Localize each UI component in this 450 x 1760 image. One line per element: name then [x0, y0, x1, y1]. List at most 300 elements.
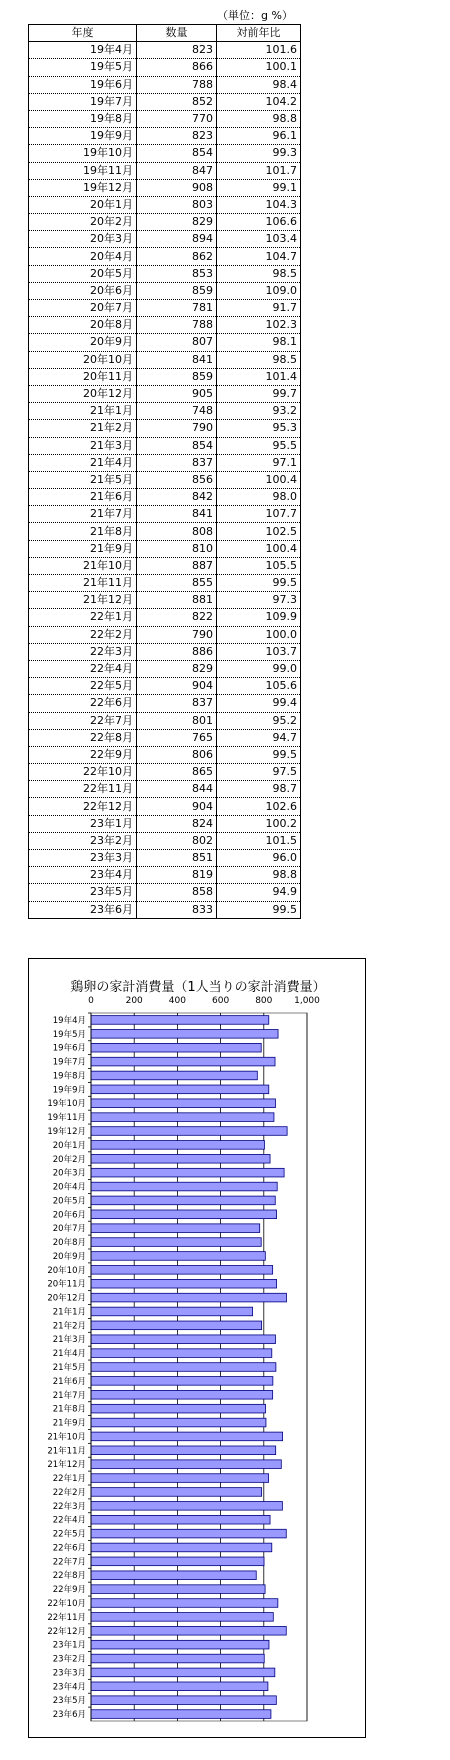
cell-quantity: 844: [137, 781, 217, 798]
cell-quantity: 855: [137, 575, 217, 592]
cell-quantity: 806: [137, 746, 217, 763]
consumption-table: [28, 24, 301, 919]
bar: [91, 1279, 277, 1288]
table-row: [29, 76, 301, 93]
cell-yoy-ratio: 91.7: [217, 300, 301, 317]
category-label: 19年8月: [52, 1071, 86, 1082]
bar: [91, 1349, 272, 1358]
cell-yoy-ratio: 101.5: [217, 832, 301, 849]
category-label: 23年3月: [52, 1668, 86, 1679]
category-label: 22年7月: [52, 1557, 86, 1568]
table-row: [29, 660, 301, 677]
cell-period: 22年1月: [29, 609, 137, 626]
bar: [91, 1488, 262, 1497]
cell-yoy-ratio: 95.2: [217, 712, 301, 729]
table-row: [29, 471, 301, 488]
cell-quantity: 904: [137, 798, 217, 815]
cell-quantity: 765: [137, 729, 217, 746]
bar: [91, 1099, 275, 1108]
category-label: 21年11月: [47, 1446, 86, 1457]
table-row: [29, 437, 301, 454]
category-label: 22年2月: [52, 1487, 86, 1498]
category-label: 20年6月: [52, 1210, 86, 1221]
cell-yoy-ratio: 98.5: [217, 351, 301, 368]
table-row: [29, 403, 301, 420]
data-table-container: [28, 24, 300, 919]
cell-period: 21年5月: [29, 471, 137, 488]
bar: [91, 1404, 266, 1413]
cell-quantity: 894: [137, 231, 217, 248]
bar: [91, 1141, 264, 1150]
cell-yoy-ratio: 102.3: [217, 317, 301, 334]
bar: [91, 1515, 270, 1524]
cell-yoy-ratio: 104.3: [217, 196, 301, 213]
cell-quantity: 748: [137, 403, 217, 420]
cell-period: 19年10月: [29, 145, 137, 162]
category-label: 20年12月: [47, 1293, 86, 1304]
cell-period: 19年4月: [29, 42, 137, 59]
table-row: [29, 764, 301, 781]
category-label: 19年5月: [52, 1029, 86, 1040]
cell-yoy-ratio: 99.1: [217, 179, 301, 196]
bar: [91, 1016, 269, 1025]
cell-quantity: 790: [137, 626, 217, 643]
cell-quantity: 833: [137, 901, 217, 918]
cell-period: 22年8月: [29, 729, 137, 746]
table-row: [29, 557, 301, 574]
category-label: 19年9月: [52, 1085, 86, 1096]
cell-yoy-ratio: 101.4: [217, 368, 301, 385]
cell-period: 20年8月: [29, 317, 137, 334]
cell-yoy-ratio: 98.7: [217, 781, 301, 798]
category-label: 22年12月: [47, 1626, 86, 1637]
table-row: [29, 300, 301, 317]
category-label: 20年10月: [47, 1265, 86, 1276]
cell-quantity: 859: [137, 282, 217, 299]
table-row: [29, 575, 301, 592]
cell-period: 23年6月: [29, 901, 137, 918]
cell-period: 19年8月: [29, 110, 137, 127]
cell-yoy-ratio: 97.5: [217, 764, 301, 781]
cell-quantity: 810: [137, 540, 217, 557]
category-label: 22年5月: [52, 1529, 86, 1540]
cell-period: 21年7月: [29, 506, 137, 523]
table-row: [29, 334, 301, 351]
cell-period: 23年2月: [29, 832, 137, 849]
cell-yoy-ratio: 109.9: [217, 609, 301, 626]
cell-period: 21年8月: [29, 523, 137, 540]
x-tick-label: 1,000: [294, 996, 320, 1006]
cell-quantity: 807: [137, 334, 217, 351]
cell-period: 21年12月: [29, 592, 137, 609]
cell-yoy-ratio: 98.0: [217, 489, 301, 506]
cell-quantity: 854: [137, 145, 217, 162]
cell-yoy-ratio: 97.3: [217, 592, 301, 609]
cell-yoy-ratio: 100.2: [217, 815, 301, 832]
category-label: 21年8月: [52, 1404, 86, 1415]
bar: [91, 1599, 278, 1608]
cell-period: 22年5月: [29, 678, 137, 695]
table-row: [29, 523, 301, 540]
cell-period: 19年9月: [29, 128, 137, 145]
table-row: [29, 248, 301, 265]
category-label: 20年11月: [47, 1279, 86, 1290]
cell-yoy-ratio: 101.7: [217, 162, 301, 179]
table-row: [29, 729, 301, 746]
cell-quantity: 858: [137, 884, 217, 901]
table-row: [29, 385, 301, 402]
cell-yoy-ratio: 98.8: [217, 110, 301, 127]
bar: [91, 1335, 275, 1344]
x-tick-label: 600: [212, 996, 230, 1006]
category-label: 21年5月: [52, 1363, 86, 1373]
cell-period: 19年12月: [29, 179, 137, 196]
cell-yoy-ratio: 101.6: [217, 42, 301, 59]
table-row: [29, 317, 301, 334]
category-label: 21年6月: [52, 1376, 86, 1387]
cell-yoy-ratio: 100.1: [217, 59, 301, 76]
bar: [91, 1196, 275, 1205]
category-label: 23年5月: [52, 1696, 86, 1707]
cell-period: 20年9月: [29, 334, 137, 351]
bar: [91, 1543, 272, 1552]
bar: [91, 1321, 262, 1330]
cell-yoy-ratio: 103.4: [217, 231, 301, 248]
bar: [91, 1238, 261, 1247]
category-label: 23年1月: [52, 1640, 86, 1651]
x-tick-label: 0: [88, 996, 94, 1006]
cell-period: 19年11月: [29, 162, 137, 179]
table-row: [29, 128, 301, 145]
header-quantity: 数量: [137, 25, 217, 42]
table-row: [29, 901, 301, 918]
category-label: 21年4月: [52, 1349, 86, 1360]
cell-quantity: 822: [137, 609, 217, 626]
cell-yoy-ratio: 98.4: [217, 76, 301, 93]
bar: [91, 1710, 271, 1719]
table-row: [29, 179, 301, 196]
category-label: 22年10月: [47, 1599, 86, 1609]
table-row: [29, 506, 301, 523]
table-row: [29, 351, 301, 368]
table-row: [29, 832, 301, 849]
category-label: 19年10月: [47, 1099, 86, 1110]
cell-yoy-ratio: 99.7: [217, 385, 301, 402]
table-row: [29, 489, 301, 506]
table-row: [29, 420, 301, 437]
bar: [91, 1529, 286, 1538]
category-label: 20年8月: [52, 1238, 86, 1249]
bar: [91, 1585, 265, 1594]
table-row: [29, 540, 301, 557]
cell-quantity: 905: [137, 385, 217, 402]
cell-yoy-ratio: 104.7: [217, 248, 301, 265]
cell-quantity: 788: [137, 317, 217, 334]
category-label: 21年7月: [52, 1390, 86, 1401]
bar: [91, 1474, 269, 1483]
chart-panel: [28, 958, 366, 1738]
cell-period: 20年4月: [29, 248, 137, 265]
category-label: 21年1月: [52, 1307, 86, 1318]
cell-yoy-ratio: 98.1: [217, 334, 301, 351]
cell-yoy-ratio: 94.7: [217, 729, 301, 746]
cell-period: 21年1月: [29, 403, 137, 420]
table-row: [29, 592, 301, 609]
category-label: 20年4月: [52, 1182, 86, 1193]
cell-period: 22年12月: [29, 798, 137, 815]
cell-period: 20年10月: [29, 351, 137, 368]
table-row: [29, 643, 301, 660]
cell-yoy-ratio: 95.5: [217, 437, 301, 454]
bar: [91, 1390, 273, 1399]
x-tick-label: 800: [255, 996, 273, 1006]
cell-quantity: 887: [137, 557, 217, 574]
cell-quantity: 801: [137, 712, 217, 729]
bar: [91, 1085, 269, 1094]
bar: [91, 1377, 273, 1386]
unit-label: （単位：g %）: [217, 9, 293, 22]
cell-yoy-ratio: 105.5: [217, 557, 301, 574]
bar: [91, 1127, 287, 1136]
cell-quantity: 803: [137, 196, 217, 213]
cell-quantity: 829: [137, 660, 217, 677]
cell-period: 23年1月: [29, 815, 137, 832]
table-row: [29, 609, 301, 626]
category-label: 23年2月: [52, 1654, 86, 1665]
cell-period: 22年3月: [29, 643, 137, 660]
category-label: 22年1月: [52, 1474, 86, 1485]
category-label: 21年12月: [47, 1460, 86, 1471]
cell-quantity: 859: [137, 368, 217, 385]
table-row: [29, 110, 301, 127]
category-label: 21年9月: [52, 1418, 86, 1429]
bar: [91, 1571, 256, 1580]
table-row: [29, 42, 301, 59]
cell-yoy-ratio: 106.6: [217, 214, 301, 231]
table-row: [29, 746, 301, 763]
table-row: [29, 214, 301, 231]
header-period: 年度: [29, 25, 137, 42]
cell-yoy-ratio: 102.5: [217, 523, 301, 540]
bar: [91, 1654, 264, 1663]
category-label: 22年9月: [52, 1585, 86, 1596]
cell-quantity: 790: [137, 420, 217, 437]
table-row: [29, 162, 301, 179]
table-body: [29, 42, 301, 919]
bar: [91, 1293, 286, 1302]
cell-quantity: 862: [137, 248, 217, 265]
bar: [91, 1030, 278, 1039]
cell-quantity: 842: [137, 489, 217, 506]
x-tick-label: 200: [125, 996, 143, 1006]
cell-yoy-ratio: 100.4: [217, 471, 301, 488]
cell-period: 23年4月: [29, 867, 137, 884]
bar: [91, 1502, 282, 1511]
cell-yoy-ratio: 96.0: [217, 850, 301, 867]
category-label: 20年9月: [52, 1251, 86, 1262]
cell-period: 20年7月: [29, 300, 137, 317]
bar: [91, 1168, 284, 1177]
table-row: [29, 867, 301, 884]
table-row: [29, 798, 301, 815]
cell-period: 23年3月: [29, 850, 137, 867]
bar: [91, 1626, 286, 1635]
bar: [91, 1113, 274, 1122]
category-label: 22年8月: [52, 1571, 86, 1582]
bar: [91, 1613, 273, 1622]
cell-period: 20年3月: [29, 231, 137, 248]
category-label: 19年12月: [47, 1127, 86, 1137]
table-row: [29, 884, 301, 901]
cell-quantity: 908: [137, 179, 217, 196]
table-row: [29, 712, 301, 729]
category-label: 20年1月: [52, 1140, 86, 1151]
cell-period: 22年4月: [29, 660, 137, 677]
cell-quantity: 788: [137, 76, 217, 93]
category-label: 19年7月: [52, 1057, 86, 1068]
cell-quantity: 866: [137, 59, 217, 76]
table-row: [29, 454, 301, 471]
bar: [91, 1224, 260, 1233]
category-label: 20年2月: [52, 1154, 86, 1165]
cell-period: 21年4月: [29, 454, 137, 471]
table-row: [29, 231, 301, 248]
bar: [91, 1071, 257, 1080]
cell-period: 21年9月: [29, 540, 137, 557]
cell-period: 19年7月: [29, 93, 137, 110]
cell-quantity: 851: [137, 850, 217, 867]
cell-yoy-ratio: 96.1: [217, 128, 301, 145]
bar: [91, 1446, 276, 1455]
cell-quantity: 770: [137, 110, 217, 127]
cell-quantity: 886: [137, 643, 217, 660]
table-row: [29, 626, 301, 643]
cell-period: 22年6月: [29, 695, 137, 712]
category-label: 20年3月: [52, 1168, 86, 1179]
cell-period: 19年5月: [29, 59, 137, 76]
bar: [91, 1640, 269, 1649]
cell-quantity: 841: [137, 351, 217, 368]
category-label: 19年11月: [47, 1113, 86, 1124]
category-label: 22年6月: [52, 1543, 86, 1554]
category-label: 22年4月: [52, 1515, 86, 1526]
cell-yoy-ratio: 98.8: [217, 867, 301, 884]
table-row: [29, 781, 301, 798]
table-row: [29, 678, 301, 695]
category-label: 22年3月: [52, 1501, 86, 1512]
cell-quantity: 881: [137, 592, 217, 609]
cell-quantity: 837: [137, 454, 217, 471]
table-row: [29, 815, 301, 832]
cell-period: 20年5月: [29, 265, 137, 282]
bar: [91, 1696, 276, 1705]
cell-period: 20年11月: [29, 368, 137, 385]
cell-quantity: 854: [137, 437, 217, 454]
cell-yoy-ratio: 99.5: [217, 575, 301, 592]
cell-period: 20年12月: [29, 385, 137, 402]
table-row: [29, 59, 301, 76]
cell-period: 20年1月: [29, 196, 137, 213]
cell-quantity: 829: [137, 214, 217, 231]
header-yoy-ratio: 対前年比: [217, 25, 301, 42]
bar: [91, 1043, 261, 1052]
bar: [91, 1182, 277, 1191]
cell-quantity: 837: [137, 695, 217, 712]
bar: [91, 1307, 253, 1316]
cell-period: 22年7月: [29, 712, 137, 729]
cell-period: 22年11月: [29, 781, 137, 798]
cell-period: 22年2月: [29, 626, 137, 643]
cell-yoy-ratio: 103.7: [217, 643, 301, 660]
cell-quantity: 856: [137, 471, 217, 488]
bar: [91, 1154, 270, 1163]
cell-period: 19年6月: [29, 76, 137, 93]
category-label: 20年7月: [52, 1224, 86, 1235]
cell-quantity: 904: [137, 678, 217, 695]
cell-period: 22年10月: [29, 764, 137, 781]
chart-title: 鶏卵の家計消費量（1人当りの家計消費量）: [70, 980, 326, 995]
cell-quantity: 853: [137, 265, 217, 282]
cell-period: 20年6月: [29, 282, 137, 299]
cell-yoy-ratio: 99.4: [217, 695, 301, 712]
category-label: 22年11月: [47, 1612, 86, 1623]
cell-yoy-ratio: 109.0: [217, 282, 301, 299]
table-row: [29, 265, 301, 282]
cell-yoy-ratio: 99.5: [217, 901, 301, 918]
category-label: 23年6月: [52, 1710, 86, 1721]
cell-period: 22年9月: [29, 746, 137, 763]
cell-quantity: 802: [137, 832, 217, 849]
category-label: 20年5月: [52, 1196, 86, 1207]
cell-period: 21年10月: [29, 557, 137, 574]
table-row: [29, 196, 301, 213]
cell-yoy-ratio: 100.4: [217, 540, 301, 557]
cell-quantity: 819: [137, 867, 217, 884]
category-label: 21年2月: [52, 1321, 86, 1332]
cell-yoy-ratio: 95.3: [217, 420, 301, 437]
cell-yoy-ratio: 100.0: [217, 626, 301, 643]
cell-yoy-ratio: 94.9: [217, 884, 301, 901]
table-row: [29, 93, 301, 110]
table-row: [29, 282, 301, 299]
cell-yoy-ratio: 105.6: [217, 678, 301, 695]
table-row: [29, 368, 301, 385]
table-row: [29, 145, 301, 162]
bar: [91, 1266, 273, 1275]
cell-period: 20年2月: [29, 214, 137, 231]
category-label: 21年10月: [47, 1432, 86, 1443]
x-tick-label: 400: [168, 996, 186, 1006]
cell-quantity: 781: [137, 300, 217, 317]
cell-yoy-ratio: 97.1: [217, 454, 301, 471]
cell-quantity: 823: [137, 128, 217, 145]
category-label: 23年4月: [52, 1682, 86, 1693]
cell-quantity: 852: [137, 93, 217, 110]
cell-yoy-ratio: 99.5: [217, 746, 301, 763]
bar: [91, 1363, 276, 1372]
cell-period: 21年6月: [29, 489, 137, 506]
bar: [91, 1252, 265, 1261]
category-label: 21年3月: [52, 1335, 86, 1346]
cell-quantity: 847: [137, 162, 217, 179]
cell-period: 23年5月: [29, 884, 137, 901]
cell-period: 21年3月: [29, 437, 137, 454]
cell-period: 21年11月: [29, 575, 137, 592]
cell-yoy-ratio: 99.3: [217, 145, 301, 162]
cell-quantity: 824: [137, 815, 217, 832]
cell-yoy-ratio: 93.2: [217, 403, 301, 420]
category-label: 19年4月: [52, 1015, 86, 1026]
